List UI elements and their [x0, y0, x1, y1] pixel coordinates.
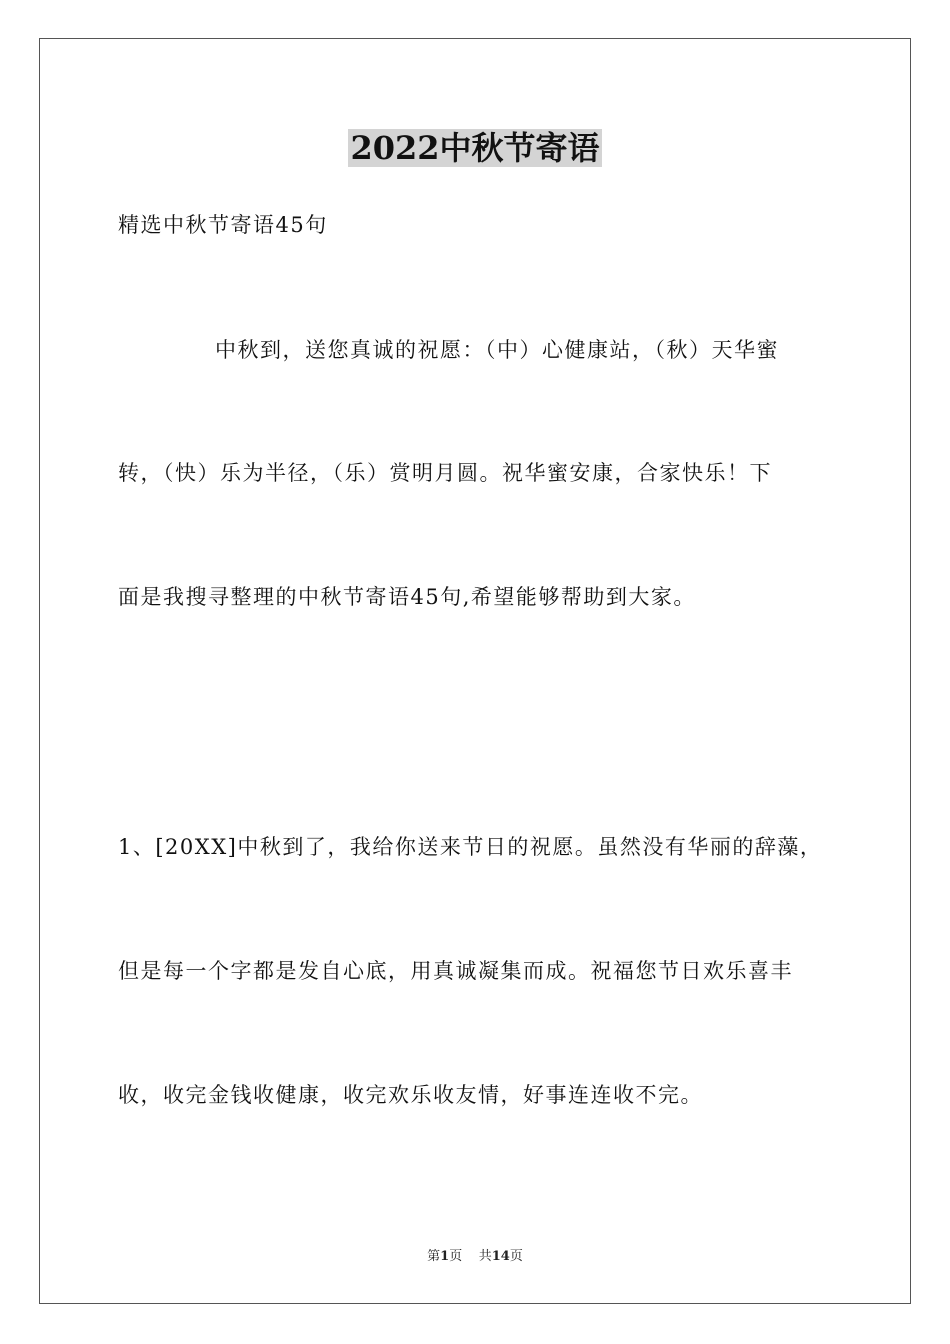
document-title — [0, 125, 950, 171]
footer-total-unit: 页 — [509, 1249, 523, 1264]
footer-page-unit: 页 — [449, 1249, 463, 1264]
footer-total-pages: 14 — [491, 1249, 510, 1264]
page-footer — [0, 1248, 950, 1266]
footer-page-prefix: 第 — [427, 1249, 441, 1264]
item-1-line-2: 但是每一个字都是发自心底，用真诚凝集而成。祝福您节日欢乐喜丰 — [118, 959, 793, 983]
subtitle: 精选中秋节寄语45句 — [118, 213, 328, 237]
intro-line-2: 转，（快）乐为半径，（乐）赏明月圆。祝华蜜安康，合家快乐！下 — [118, 461, 772, 485]
intro-line-3: 面是我搜寻整理的中秋节寄语45句,希望能够帮助到大家。 — [118, 585, 696, 609]
footer-page-current: 1 — [440, 1249, 450, 1264]
item-1-line-1: 1、[20XX]中秋到了，我给你送来节日的祝愿。虽然没有华丽的辞藻， — [118, 835, 823, 859]
document-title-text: 2022中秋节寄语 — [350, 129, 600, 167]
footer-total-prefix: 共 — [478, 1249, 492, 1264]
item-1-line-3: 收，收完金钱收健康，收完欢乐收友情，好事连连收不完。 — [118, 1083, 703, 1107]
intro-line-1: 中秋到，送您真诚的祝愿：（中）心健康站，（秋）天华蜜 — [215, 338, 779, 362]
